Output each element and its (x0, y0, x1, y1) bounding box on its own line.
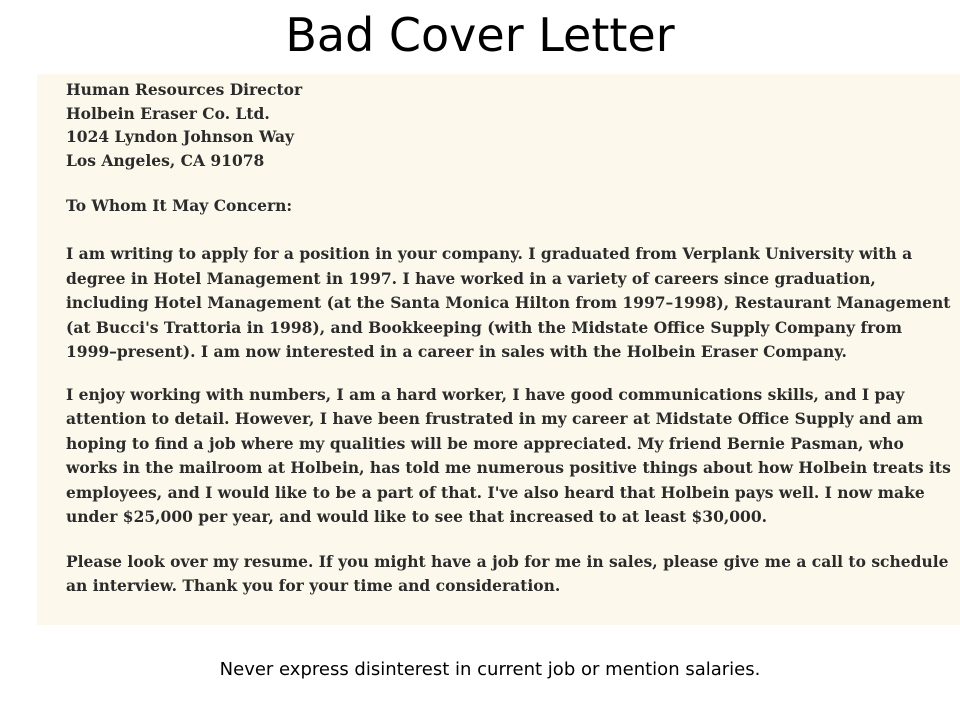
paragraph-line: 1999–present). I am now interested in a career in sales with the Holbein Eraser Company. (66, 342, 847, 362)
letter-paragraph-intro (66, 242, 951, 365)
recipient-title: Human Resources Director (66, 80, 303, 99)
letter-salutation: To Whom It May Concern: (66, 196, 293, 216)
paragraph-line: degree in Hotel Management in 1997. I have worked in a variety of careers since graduation, (66, 268, 876, 288)
slide-caption: Never express disinterest in current job or mention salaries. (219, 659, 761, 680)
recipient-street: 1024 Lyndon Johnson Way (66, 127, 295, 147)
letter-paragraph-qualities (66, 383, 951, 530)
paragraph-line: under $25,000 per year, and would like to see that increased to at least $30,000. (66, 507, 768, 527)
paragraph-line: works in the mailroom at Holbein, has told me numerous positive things about how Holbein treats its (66, 458, 951, 478)
paragraph-line: (at Bucci's Trattoria in 1998), and Bookkeeping (with the Midstate Office Supply Company from (66, 317, 903, 337)
paragraph-line: attention to detail. However, I have been frustrated in my career at Midstate Office Supply and am (66, 409, 924, 429)
paragraph-line: I am writing to apply for a position in your company. I graduated from Verplank University with a (66, 244, 913, 264)
recipient-company: Holbein Eraser Co. Ltd. (66, 103, 270, 123)
paragraph-line: I enjoy working with numbers, I am a hard worker, I have good communications skills, and I pay (66, 384, 905, 404)
paragraph-line: hoping to find a job where my qualities will be more appreciated. My friend Bernie Pasman, who (66, 433, 904, 453)
paragraph-line: an interview. Thank you for your time and consideration. (66, 576, 561, 596)
paragraph-line: Please look over my resume. If you might have a job for me in sales, please give me a call to schedule (66, 551, 949, 571)
letter-paragraph-closing (66, 550, 949, 599)
recipient-city: Los Angeles, CA 91078 (66, 150, 265, 170)
slide-title: Bad Cover Letter (285, 8, 675, 62)
paragraph-line: including Hotel Management (at the Santa Monica Hilton from 1997–1998), Restaurant Management (66, 293, 951, 313)
cover-letter-image (37, 74, 960, 625)
letter-body (66, 78, 951, 599)
recipient-address (66, 78, 946, 172)
paragraph-line: employees, and I would like to be a part of that. I've also heard that Holbein pays well. I now make (66, 482, 925, 502)
